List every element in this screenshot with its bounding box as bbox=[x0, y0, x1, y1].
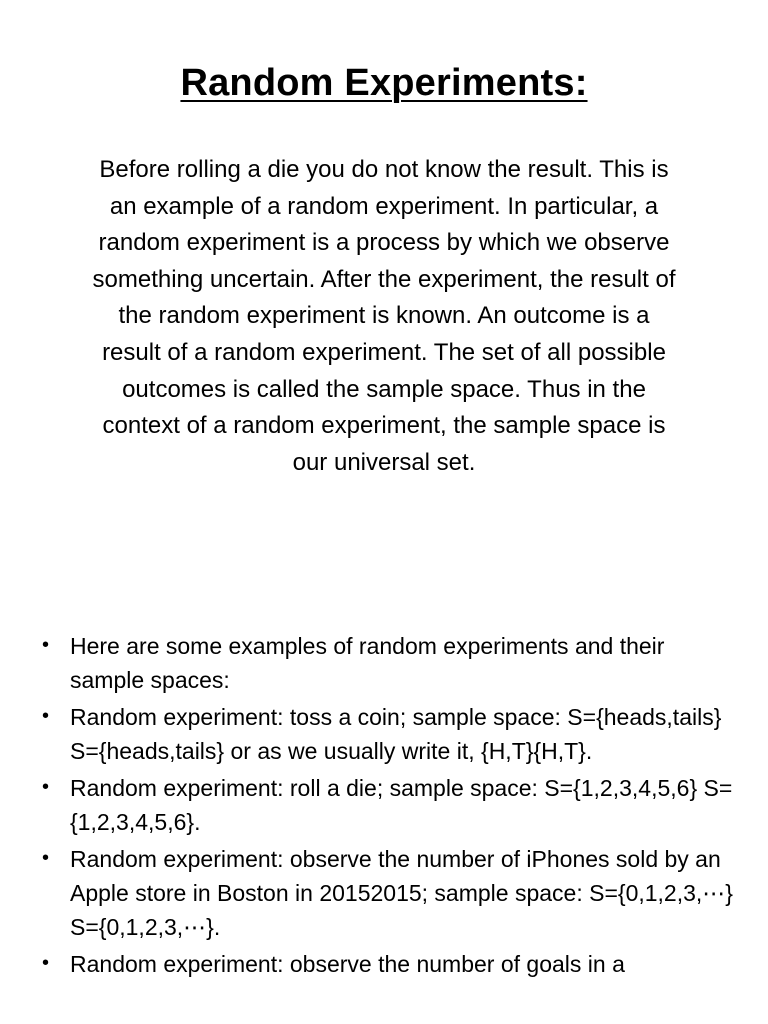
list-item-text: Random experiment: observe the number of iPhones sold by an Apple store in Boston in 20152015; sample space: S={0,1,2,3,⋯} S={0,1,2,3,⋯}. bbox=[70, 846, 733, 940]
intro-paragraph: Before rolling a die you do not know the result. This is an example of a random experiment. In particular, a random experiment is a process by which we observe something uncertain. After the experiment, the result of the random experiment is known. An outcome is a result of a random experiment. The set of all possible outcomes is called the sample space. Thus in the context of a random experiment, the sample space is our universal set. bbox=[92, 156, 676, 476]
list-item-text: Here are some examples of random experiments and their sample spaces: bbox=[70, 633, 665, 693]
list-item bbox=[40, 629, 740, 697]
page-title: Random Experiments: bbox=[180, 62, 588, 104]
bullet-icon: • bbox=[42, 847, 50, 869]
list-item bbox=[40, 771, 740, 839]
list-item bbox=[40, 700, 740, 768]
list-item bbox=[40, 947, 740, 981]
list-item-text: Random experiment: toss a coin; sample space: S={heads,tails} S={heads,tails} or as we usually write it, {H,T}{H,T}. bbox=[70, 704, 722, 764]
bullet-icon: • bbox=[42, 952, 50, 974]
examples-list bbox=[40, 629, 740, 984]
list-item-text: Random experiment: roll a die; sample space: S={1,2,3,4,5,6} S={1,2,3,4,5,6}. bbox=[70, 775, 733, 835]
bullet-icon: • bbox=[42, 634, 50, 656]
bullet-icon: • bbox=[42, 705, 50, 727]
list-item-text: Random experiment: observe the number of goals in a bbox=[70, 951, 625, 977]
bullet-icon: • bbox=[42, 776, 50, 798]
list-item bbox=[40, 842, 740, 944]
